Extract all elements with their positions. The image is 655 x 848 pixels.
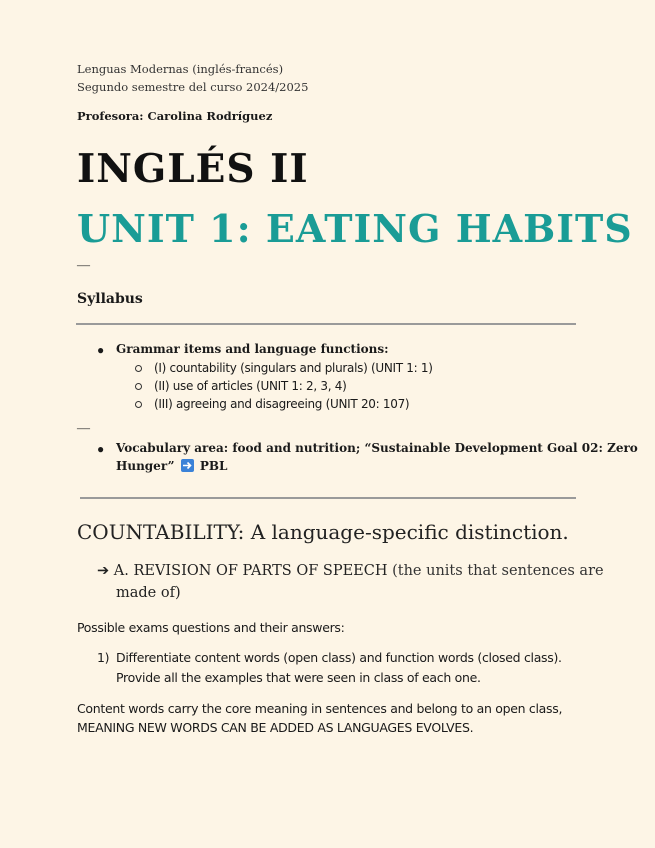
revision-paren-1: (the units that sentences are: [392, 563, 604, 579]
sub-bullet-circle-icon: [135, 383, 142, 390]
grammar-heading: Grammar items and language functions:: [116, 342, 389, 356]
grammar-item: (II) use of articles (UNIT 1: 2, 3, 4): [154, 379, 347, 393]
vocab-pbl-text: PBL: [199, 459, 228, 473]
revision-line-1: [97, 563, 604, 579]
vocab-line-1: Vocabulary area: food and nutrition; “Sustainable Development Goal 02: Zero: [116, 441, 638, 455]
vocab-line-2: [116, 459, 227, 473]
revision-main: A. REVISION OF PARTS OF SPEECH: [113, 563, 388, 579]
right-arrow-emoji-icon: [181, 459, 194, 472]
question-number: 1): [97, 650, 110, 665]
bullet-dot-icon: ●: [97, 343, 105, 357]
content-paragraph-line-1: Content words carry the core meaning in sentences and belong to an open class,: [77, 701, 563, 716]
semester-line: Segundo semestre del curso 2024/2025: [77, 80, 309, 94]
horizontal-rule-1: [76, 323, 576, 325]
course-line: Lenguas Modernas (inglés-francés): [77, 62, 284, 76]
separator-dash-1: —: [77, 257, 90, 272]
bullet-dot-icon: ●: [97, 442, 105, 456]
question-line-1: Differentiate content words (open class) and function words (closed class).: [116, 650, 562, 665]
content-paragraph-line-2: MEANING NEW WORDS CAN BE ADDED AS LANGUAGES EVOLVES.: [77, 720, 474, 735]
syllabus-heading: Syllabus: [77, 291, 143, 307]
separator-dash-2: —: [77, 420, 90, 435]
page-title: INGLÉS II: [77, 146, 309, 192]
horizontal-rule-2: [80, 497, 576, 499]
arrow-icon: ➔: [97, 563, 110, 579]
question-line-2: Provide all the examples that were seen in class of each one.: [116, 670, 481, 685]
grammar-item: (III) agreeing and disagreeing (UNIT 20: 107): [154, 397, 410, 411]
sub-bullet-circle-icon: [135, 365, 142, 372]
teacher-line: Profesora: Carolina Rodríguez: [77, 109, 273, 123]
revision-line-2: made of): [116, 585, 181, 601]
unit-title: UNIT 1: EATING HABITS: [77, 206, 633, 251]
vocab-hunger-text: Hunger”: [116, 459, 175, 473]
sub-bullet-circle-icon: [135, 401, 142, 408]
grammar-item: (I) countability (singulars and plurals) (UNIT 1: 1): [154, 361, 433, 375]
exam-intro: Possible exams questions and their answers:: [77, 620, 345, 635]
countability-heading: COUNTABILITY: A language-specific distinction.: [77, 520, 569, 544]
